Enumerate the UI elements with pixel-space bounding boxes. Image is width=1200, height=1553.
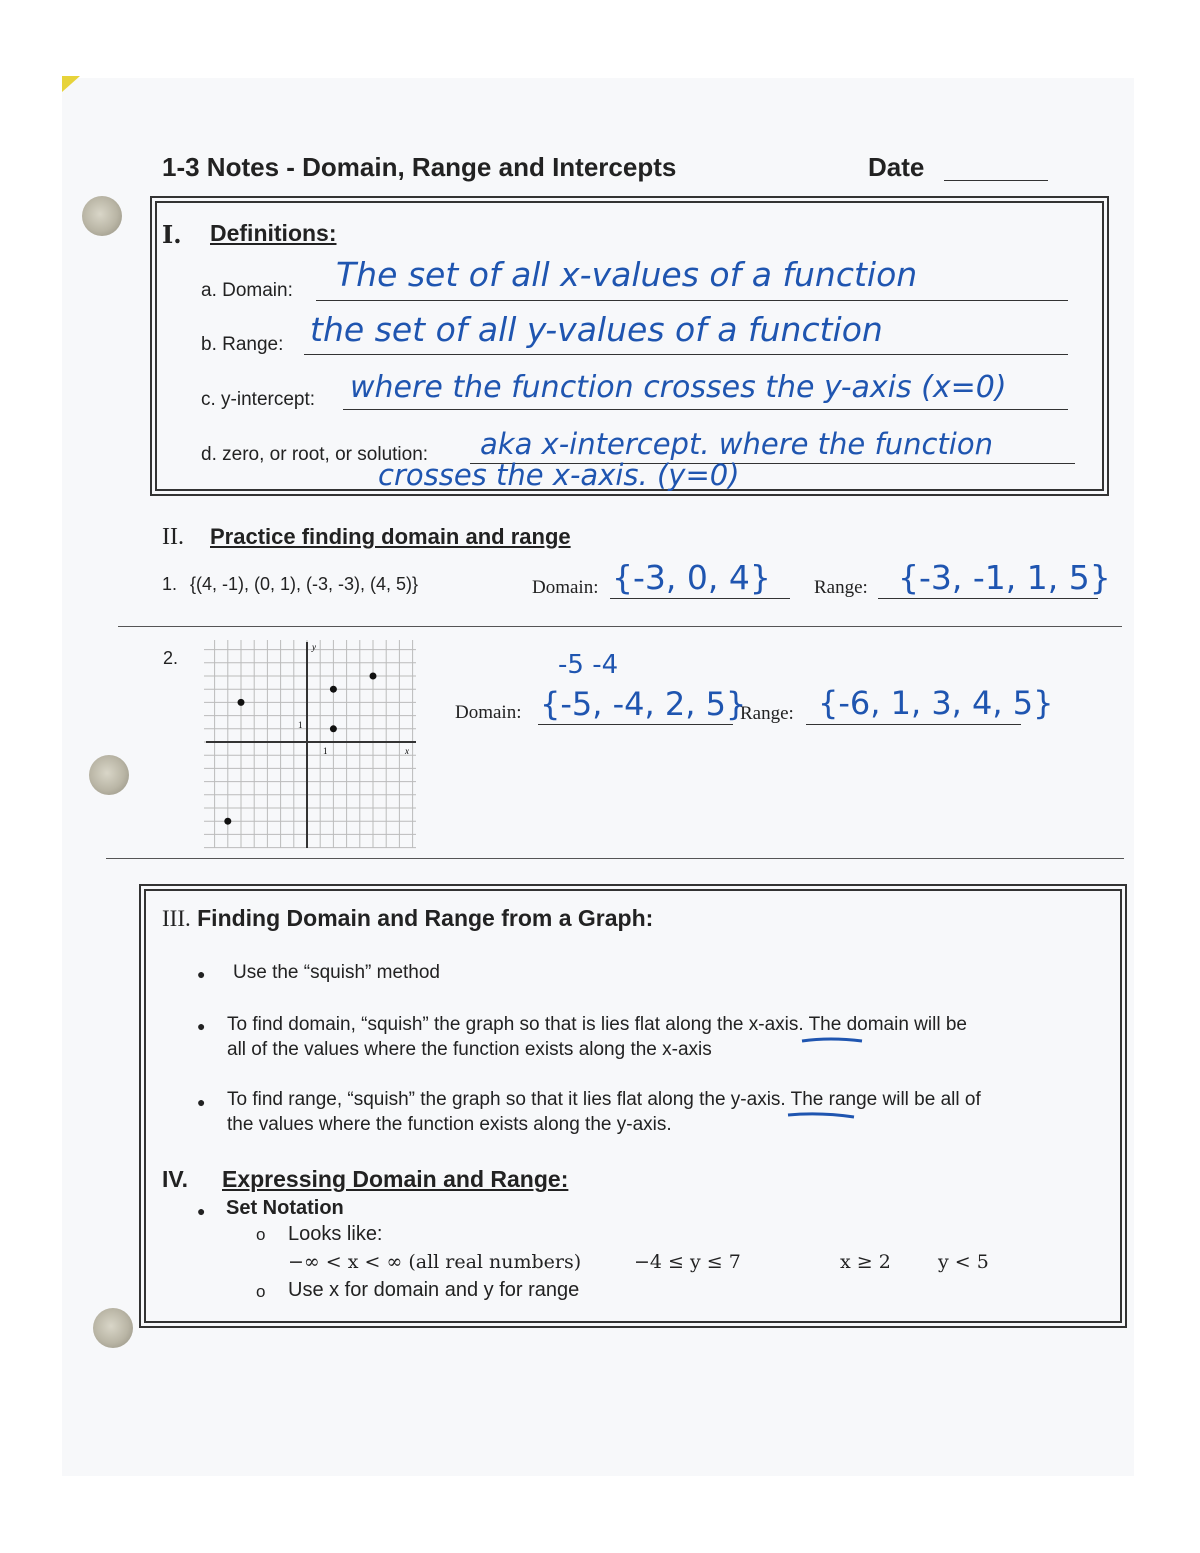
x-tick-label: 1: [323, 746, 328, 756]
graph-point: [370, 673, 377, 680]
set-notation-subheading: Set Notation: [226, 1197, 344, 1219]
handwritten-answer-continued: crosses the x-axis. (y=0): [378, 458, 740, 492]
variable-usage-note: Use x for domain and y for range: [288, 1279, 580, 1301]
page-title: 1-3 Notes - Domain, Range and Intercepts: [162, 152, 677, 182]
date-blank: [944, 180, 1048, 181]
answer-line: [806, 724, 1021, 725]
bullet-text-continued: all of the values where the function exists along the x-axis: [227, 1039, 712, 1060]
definition-label: c. y-intercept:: [201, 389, 316, 410]
punch-hole: [82, 196, 122, 236]
notation-example: y < 5: [938, 1251, 989, 1273]
y-tick-label: 1: [298, 720, 303, 730]
ordered-pairs-set: {(4, -1), (0, 1), (-3, -3), (4, 5)}: [190, 574, 419, 594]
bullet-icon: ●: [197, 966, 206, 982]
handwritten-underline: [786, 1110, 856, 1120]
handwritten-underline: [800, 1035, 864, 1045]
sub-bullet-icon: o: [256, 1282, 266, 1301]
graph-point: [238, 699, 245, 706]
handwritten-domain: {-5, -4, 2, 5}: [540, 685, 747, 723]
answer-line: [304, 354, 1068, 355]
expressing-heading: Expressing Domain and Range:: [222, 1166, 569, 1192]
divider-line: [106, 858, 1124, 859]
punch-hole: [89, 755, 129, 795]
handwritten-domain: {-3, 0, 4}: [612, 558, 771, 597]
graph-heading: Finding Domain and Range from a Graph:: [197, 905, 654, 931]
handwritten-answer: where the function crosses the y-axis (x=0): [350, 370, 1007, 405]
handwritten-answer: aka x-intercept. where the function: [480, 427, 993, 461]
handwritten-range: {-3, -1, 1, 5}: [898, 558, 1111, 597]
page-corner-fold: [62, 76, 80, 92]
handwritten-range: {-6, 1, 3, 4, 5}: [818, 684, 1054, 722]
bullet-text: Use the “squish” method: [233, 962, 440, 983]
handwritten-correction: -5 -4: [558, 650, 619, 680]
coordinate-grid: [202, 638, 418, 850]
handwritten-answer: The set of all x-values of a function: [336, 255, 918, 294]
notation-example: −∞ < x < ∞ (all real numbers): [288, 1251, 582, 1273]
bullet-icon: ●: [197, 1094, 206, 1110]
notation-example: −4 ≤ y ≤ 7: [634, 1251, 741, 1273]
handwritten-answer: the set of all y-values of a function: [310, 310, 883, 349]
bullet-text: To find range, “squish” the graph so that it lies flat along the y-axis. The range will be all of: [227, 1089, 981, 1110]
section-numeral: I.: [162, 220, 182, 249]
bullet-text: To find domain, “squish” the graph so that is lies flat along the x-axis. The domain will be: [227, 1014, 967, 1035]
answer-line: [610, 598, 790, 599]
y-axis-label: y: [312, 642, 316, 652]
date-label: Date: [868, 152, 925, 182]
problem-number: 1.: [162, 574, 178, 594]
bullet-text-continued: the values where the function exists along the y-axis.: [227, 1114, 672, 1135]
answer-line: [538, 724, 733, 725]
section-numeral: III.: [162, 906, 191, 931]
notation-example: x ≥ 2: [840, 1251, 891, 1273]
problem-number: 2.: [163, 648, 179, 668]
definition-label: d. zero, or root, or solution:: [201, 444, 429, 465]
punch-hole: [93, 1308, 133, 1348]
bullet-icon: ●: [197, 1018, 206, 1034]
answer-line: [878, 598, 1098, 599]
range-label: Range:: [740, 703, 794, 724]
graph-point: [330, 725, 337, 732]
looks-like-text: Looks like:: [288, 1223, 383, 1245]
section-numeral: IV.: [162, 1166, 189, 1192]
bullet-icon: ●: [197, 1203, 206, 1219]
practice-heading: Practice finding domain and range: [210, 524, 571, 549]
answer-line: [316, 300, 1068, 301]
domain-label: Domain:: [532, 577, 599, 598]
domain-label: Domain:: [455, 702, 522, 723]
range-label: Range:: [814, 577, 868, 598]
x-axis-label: x: [405, 746, 409, 756]
definitions-heading: Definitions:: [210, 220, 337, 246]
definition-label: a. Domain:: [201, 280, 293, 301]
section-numeral: II.: [162, 524, 184, 550]
sub-bullet-icon: o: [256, 1225, 266, 1244]
graph-point: [330, 686, 337, 693]
divider-line: [118, 626, 1122, 627]
definition-label: b. Range:: [201, 334, 284, 355]
section-heading-row: [162, 905, 653, 932]
answer-line: [343, 409, 1068, 410]
graph-point: [224, 818, 231, 825]
